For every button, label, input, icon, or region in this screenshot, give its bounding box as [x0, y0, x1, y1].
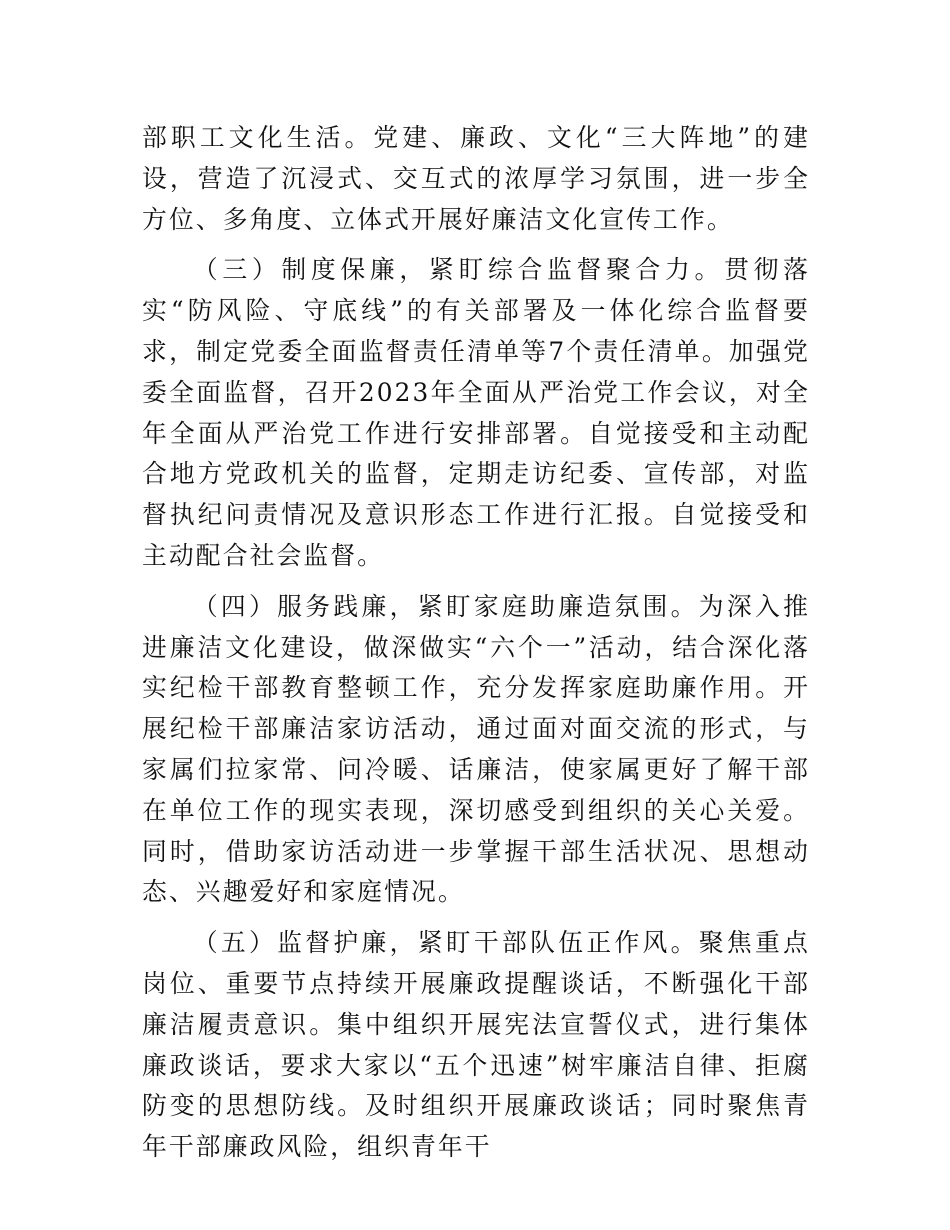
paragraph-supervision: （五）监督护廉，紧盯干部队伍正作风。聚焦重点岗位、重要节点持续开展廉政提醒谈话，不断强化干部廉洁履责意识。集中组织开展宪法宣誓仪式，进行集体廉政谈话，要求大家以“五个迅速”树牢廉洁自律、拒腐防变的思想防线。及时组织开展廉政谈话；同时聚焦青年干部廉政风险，组织青年干 — [142, 928, 810, 1162]
paragraph-system-guarantee: （三）制度保廉，紧盯综合监督聚合力。贯彻落实“防风险、守底线”的有关部署及一体化综合监督要求，制定党委全面监督责任清单等7个责任清单。加强党委全面监督，召开2023年全面从严治党工作会议，对全年全面从严治党工作进行安排部署。自觉接受和主动配合地方党政机关的监督，定期走访纪委、宣传部，对监督执纪问责情况及意识形态工作进行汇报。自觉接受和主动配合社会监督。 — [142, 255, 810, 570]
document-body — [142, 118, 810, 1168]
paragraph-culture-continuation: 部职工文化生活。党建、廉政、文化“三大阵地”的建设，营造了沉浸式、交互式的浓厚学习氛围，进一步全方位、多角度、立体式开展好廉洁文化宣传工作。 — [142, 123, 810, 234]
paragraph-family-service: （四）服务践廉，紧盯家庭助廉造氛围。为深入推进廉洁文化建设，做深做实“六个一”活动，结合深化落实纪检干部教育整顿工作，充分发挥家庭助廉作用。开展纪检干部廉洁家访活动，通过面对面交流的形式，与家属们拉家常、问冷暖、话廉洁，使家属更好了解干部在单位工作的现实表现，深切感受到组织的关心关爱。同时，借助家访活动进一步掌握干部生活状况、思想动态、兴趣爱好和家庭情况。 — [142, 591, 810, 907]
